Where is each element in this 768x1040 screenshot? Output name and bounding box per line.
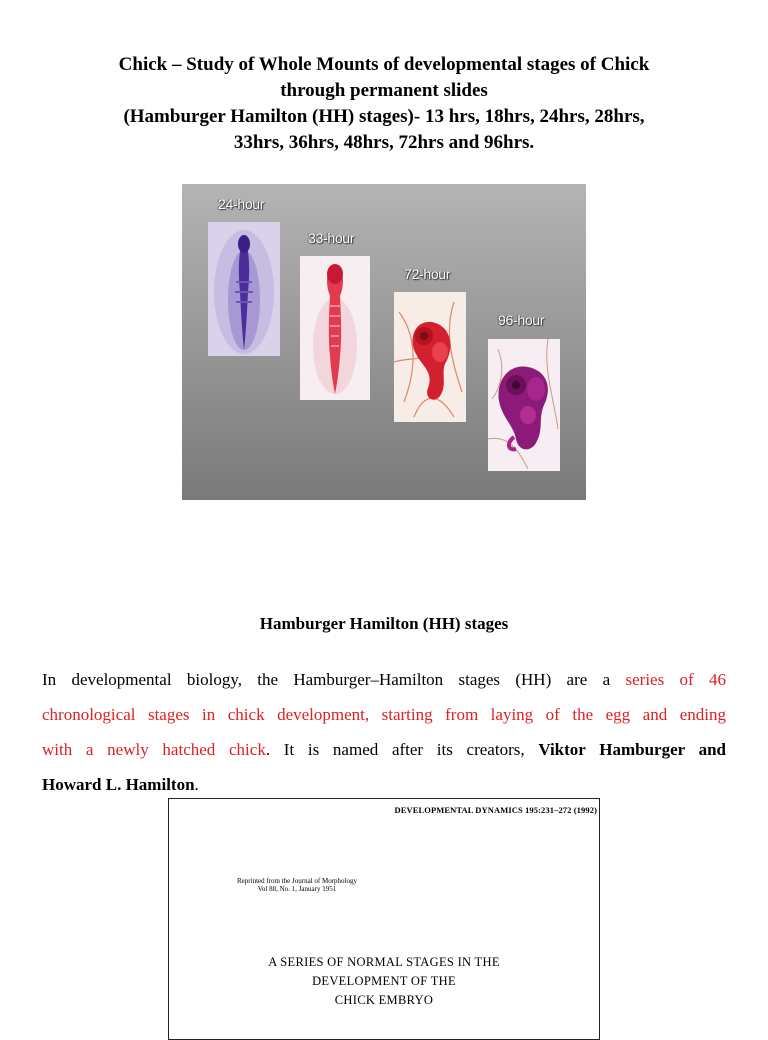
- reprint-line-2: Vol 88, No. 1, January 1951: [257, 885, 337, 893]
- para-highlight: with a newly hatched chick: [42, 740, 266, 759]
- stage-label-72: 72-hour: [404, 266, 451, 282]
- title-line-3: (Hamburger Hamilton (HH) stages)- 13 hrs, 18hrs, 24hrs, 28hrs,: [123, 106, 645, 127]
- embryo-stages-figure: [182, 184, 586, 500]
- creator-names: Viktor Hamburger and: [538, 740, 726, 759]
- stage-label-96: 96-hour: [498, 312, 545, 328]
- para-line-2: chronological stages in chick development, starting from laying of the egg and ending: [42, 705, 726, 724]
- document-title: [40, 52, 728, 156]
- embryo-24-hour-image: [208, 222, 280, 356]
- paper-excerpt-image: [168, 798, 600, 1040]
- title-line-2: through permanent slides: [280, 80, 488, 101]
- section-heading: Hamburger Hamilton (HH) stages: [259, 614, 509, 633]
- para-text: In developmental biology, the Hamburger–Hamilton stages (HH) are a: [42, 670, 626, 689]
- stage-label-33: 33-hour: [308, 230, 355, 246]
- stage-label-24: 24-hour: [218, 196, 265, 212]
- embryo-96-hour-image: [488, 339, 560, 471]
- para-text: .: [194, 775, 199, 794]
- paper-title-line-2: DEVELOPMENT OF THE: [312, 974, 456, 988]
- para-line-4: [42, 767, 726, 802]
- journal-citation: DEVELOPMENTAL DYNAMICS 195:231–272 (1992): [394, 805, 597, 815]
- embryo-72-hour-image: [394, 292, 466, 422]
- hh-stages-paragraph: [42, 662, 726, 802]
- paper-title-line-1: A SERIES OF NORMAL STAGES IN THE: [268, 955, 500, 969]
- reprint-note: [227, 877, 367, 893]
- para-line-3: [42, 732, 726, 767]
- para-text: . It is named after its creators,: [265, 740, 539, 759]
- para-highlight: series of 46: [625, 670, 727, 689]
- paper-title: [229, 953, 539, 1010]
- para-line-1: [42, 662, 726, 697]
- reprint-line-1: Reprinted from the Journal of Morphology: [237, 877, 357, 885]
- title-line-4: 33hrs, 36hrs, 48hrs, 72hrs and 96hrs.: [233, 132, 535, 153]
- embryo-33-hour-image: [300, 256, 370, 400]
- title-line-1: Chick – Study of Whole Mounts of developmental stages of Chick: [118, 54, 650, 75]
- creator-names: Howard L. Hamilton: [42, 775, 195, 794]
- paper-title-line-3: CHICK EMBRYO: [334, 993, 434, 1007]
